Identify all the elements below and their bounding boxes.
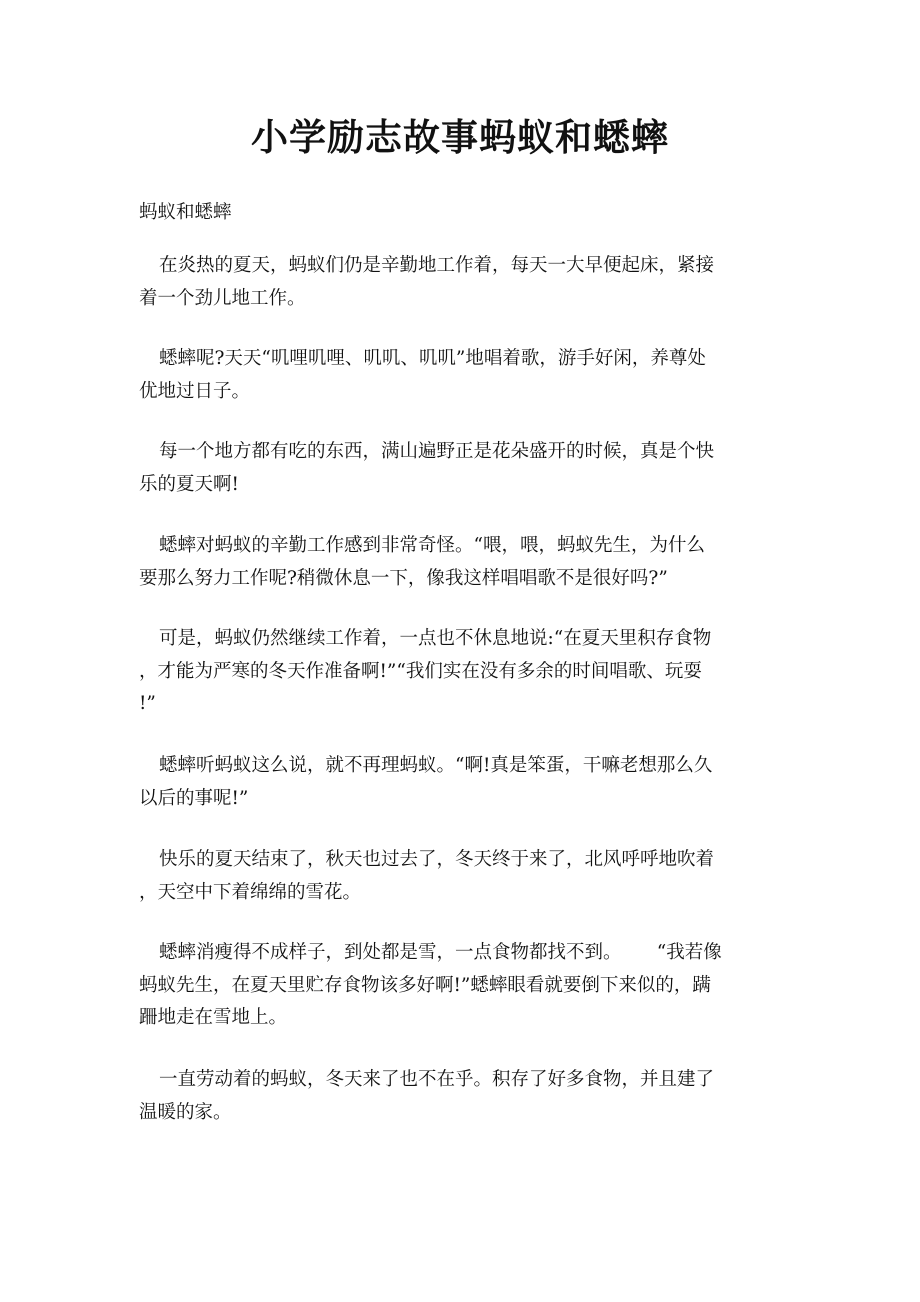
paragraph-line: ，天空中下着绵绵的雪花。 — [139, 881, 362, 903]
paragraph-line: 可是，蚂蚁仍然继续工作着，一点也不休息地说:“在夏天里积存食物 — [159, 628, 712, 649]
paragraph-line: 蟋蟀对蚂蚁的辛勤工作感到非常奇怪。“喂，喂，蚂蚁先生，为什么 — [159, 535, 705, 556]
paragraph-6 — [139, 750, 785, 815]
paragraph-line: 在炎热的夏天，蚂蚁们仍是辛勤地工作着，每天一大早便起床，紧接 — [159, 255, 715, 276]
paragraph-line: 每一个地方都有吃的东西，满山遍野正是花朵盛开的时候，真是个快 — [159, 441, 715, 462]
paragraph-line: 温暖的家。 — [139, 1101, 232, 1123]
paragraph-line: 乐的夏天啊! — [139, 473, 239, 495]
paragraph-line: 蟋蟀消瘦得不成样子，到处都是雪，一点食物都找不到。 “我若像 — [159, 942, 722, 963]
paragraph-line: 快乐的夏天结束了，秋天也过去了，冬天终于来了，北风呼呼地吹着 — [159, 849, 715, 870]
paragraph-4 — [139, 530, 785, 595]
paragraph-5 — [139, 623, 785, 721]
paragraph-3 — [139, 436, 785, 501]
paragraph-line: 蟋蟀听蚂蚁这么说，就不再理蚂蚁。“啊!真是笨蛋，干嘛老想那么久 — [159, 755, 713, 776]
paragraph-line: 蟋蟀呢?天天“叽哩叽哩、叽叽、叽叽”地唱着歌，游手好闲，养尊处 — [159, 348, 706, 369]
paragraph-2 — [139, 343, 785, 408]
paragraph-line: ，才能为严寒的冬天作准备啊!”“我们实在没有多余的时间唱歌、玩耍 — [139, 660, 702, 682]
paragraph-line: 要那么努力工作呢?稍微休息一下，像我这样唱唱歌不是很好吗?” — [139, 567, 668, 589]
paragraph-9 — [139, 1064, 785, 1129]
paragraph-1 — [139, 250, 785, 315]
paragraph-line: 优地过日子。 — [139, 380, 251, 402]
document-title: 小学励志故事蚂蚁和蟋蟀 — [251, 115, 669, 159]
paragraph-line: 以后的事呢!” — [139, 787, 249, 809]
paragraph-line: 着一个劲儿地工作。 — [139, 287, 306, 309]
paragraph-8 — [139, 937, 785, 1035]
paragraph-line: 一直劳动着的蚂蚁，冬天来了也不在乎。积存了好多食物，并且建了 — [159, 1069, 715, 1090]
paragraph-line: 蚂蚁先生，在夏天里贮存食物该多好啊!”蟋蟀眼看就要倒下来似的，蹒 — [139, 974, 711, 996]
paragraph-line: !” — [139, 693, 156, 714]
paragraph-7 — [139, 844, 785, 909]
paragraph-line: 跚地走在雪地上。 — [139, 1007, 288, 1028]
story-subtitle: 蚂蚁和蟋蟀 — [139, 202, 232, 223]
